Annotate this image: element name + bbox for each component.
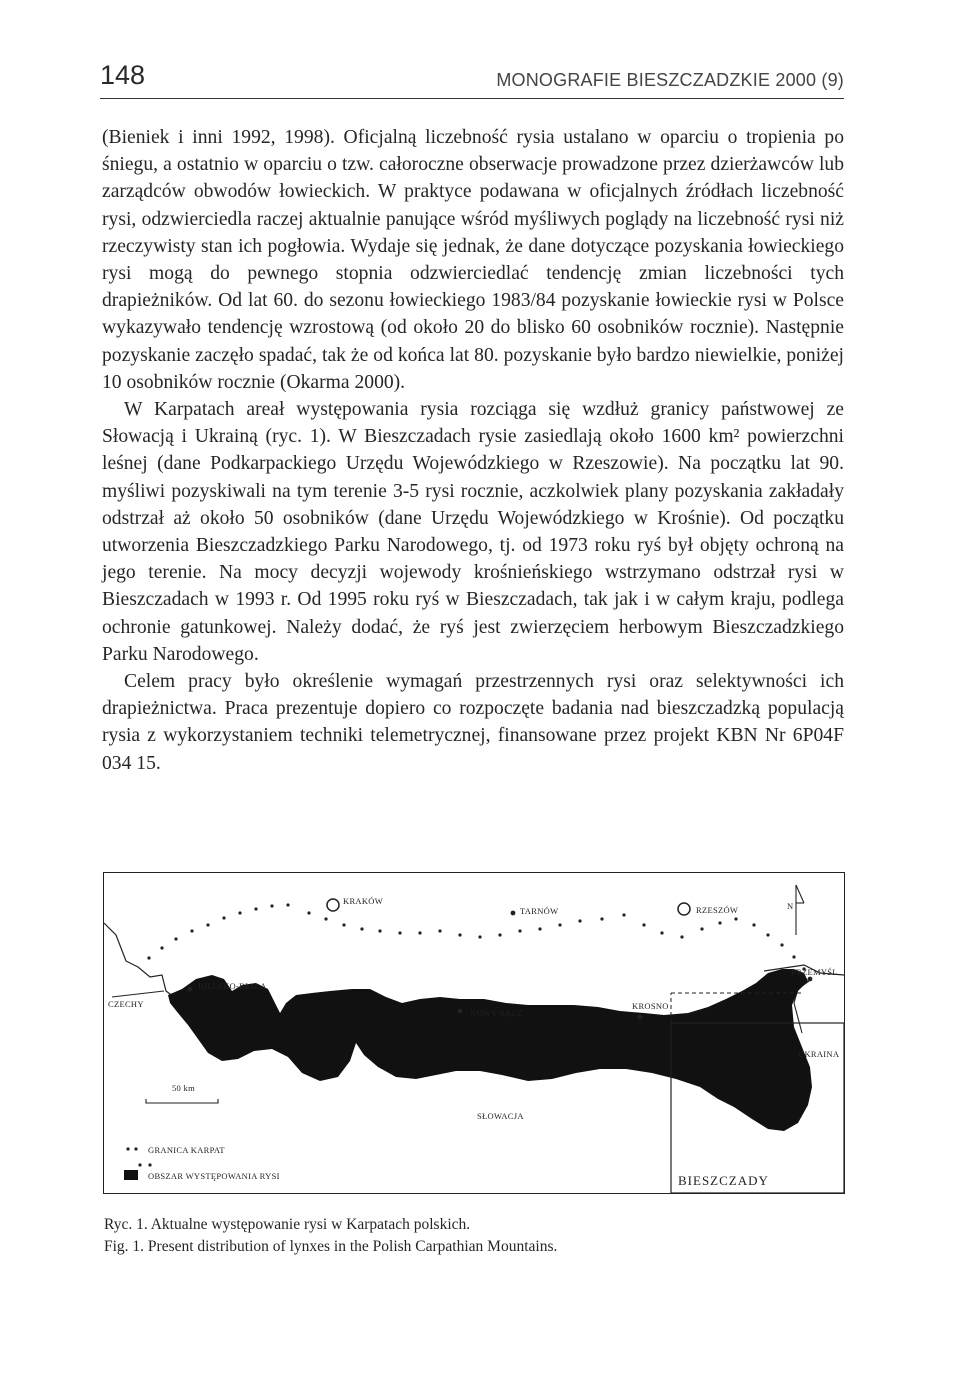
label-krakow: KRAKÓW [343,896,384,906]
page-header [100,58,844,99]
krosno-marker [638,1015,643,1020]
rzeszow-marker [678,903,690,915]
bielsko-marker [188,987,193,992]
krakow-marker [327,899,339,911]
label-nowy-sacz: NOWY SĄCZ [470,1008,523,1018]
label-scale: 50 km [172,1083,195,1093]
paragraph-3: Celem pracy było określenie wymagań przestrzennych rysi oraz selektywności ich drapieżnictwa. Praca prezentuje dopiero co rozpoczęte badania nad bieszczadzką populacją rysia z wykorzystaniem techniki telemetrycznej, finansowane przez projekt KBN Nr 6P04F 034 15. [102,671,844,774]
label-bieszczady: BIESZCZADY [678,1173,769,1188]
page-number: 148 [100,60,146,90]
przemysl-marker [808,977,813,982]
legend-range-swatch [124,1170,138,1180]
label-bielsko: BIELSKO-BIAŁA [198,981,267,991]
body-text [102,124,844,777]
label-rzeszow: RZESZÓW [696,905,739,915]
running-head: MONOGRAFIE BIESZCZADZKIE 2000 (9) [496,70,844,90]
north-arrow-icon [796,885,804,935]
label-tarnow: TARNÓW [520,906,559,916]
legend-range-label: OBSZAR WYSTĘPOWANIA RYSI [148,1171,280,1181]
tarnow-marker [511,911,516,916]
figure-caption [104,1214,844,1258]
scale-bar [146,1099,218,1103]
label-przemysl: PRZEMYŚL [791,967,838,977]
legend-border-label: GRANICA KARPAT [148,1145,225,1155]
label-czechy: CZECHY [108,999,144,1009]
legend-border-dot-2 [134,1147,137,1150]
czech-border-line [112,991,164,997]
caption-polish: Ryc. 1. Aktualne występowanie rysi w Karpatach polskich. [104,1216,471,1233]
caption-english: Fig. 1. Present distribution of lynxes in the Polish Carpathian Mountains. [104,1238,558,1255]
lynx-distribution-map [103,872,845,1194]
label-north: N [787,901,794,911]
label-ukraina: UKRAINA [798,1049,840,1059]
state-border-west [104,923,174,997]
label-krosno: KROSNO [632,1001,669,1011]
paragraph-1: (Bieniek i inni 1992, 1998). Oficjalną liczebność rysia ustalano w oparciu o tropienia po śniegu, a ostatnio w oparciu o tzw. całoroczne obserwacje prowadzone przez dzierżawców lub zarządców obwodów łowieckich. W praktyce podawana w oficjalnych źródłach liczebność rysi, odzwierciedla raczej aktualnie panujące wśród myśliwych poglądy na liczebność rysi niż rzeczywisty stan ich pogłowia. Wydaje się jednak, że dane dotyczące pozyskania łowieckiego rysi mogą do pewnego stopnia odzwierciedlać tendencję zmian liczebności tych drapieżników. Od lat 60. do sezonu łowieckiego 1983/84 pozyskanie łowieckie rysi w Polsce wykazywało tendencję wzrostową (od około 20 do blisko 60 osobników rocznie). Następnie pozyskanie zaczęło spadać, tak że od końca lat 80. pozyskanie było bardzo niewielkie, poniżej 10 osobników rocznie (Okarma 2000). [102,127,844,393]
nowy-sacz-marker [458,1009,463,1014]
label-slowacja: SŁOWACJA [477,1111,524,1121]
legend-border-dot-1 [126,1147,129,1150]
paragraph-2: W Karpatach areał występowania rysia rozciąga się wzdłuż granicy państwowej ze Słowacją i Ukrainą (ryc. 1). W Bieszczadach rysie zasiedlają około 1600 km² powierzchni leśnej (dane Podkarpackiego Urzędu Wojewódzkiego w Rzeszowie). Na początku lat 90. myśliwi pozyskiwali na tym terenie 3-5 rysi rocznie, aczkolwiek plany pozyskania zakładały odstrzał aż około 50 osobników (dane Urzędu Wojewódzkiego w Krośnie). Od początku utworzenia Bieszczadzkiego Parku Narodowego, tj. od 1973 roku ryś był objęty ochroną na jego terenie. Na mocy decyzji wojewody krośnieńskiego wstrzymano odstrzał rysi w Bieszczadach w 1993 r. Od 1995 roku ryś w Bieszczadach, tak jak i w całym kraju, podlega ochronie gatunkowej. Należy dodać, że ryś jest zwierzęciem herbowym Bieszczadzkiego Parku Narodowego. [102,399,844,665]
